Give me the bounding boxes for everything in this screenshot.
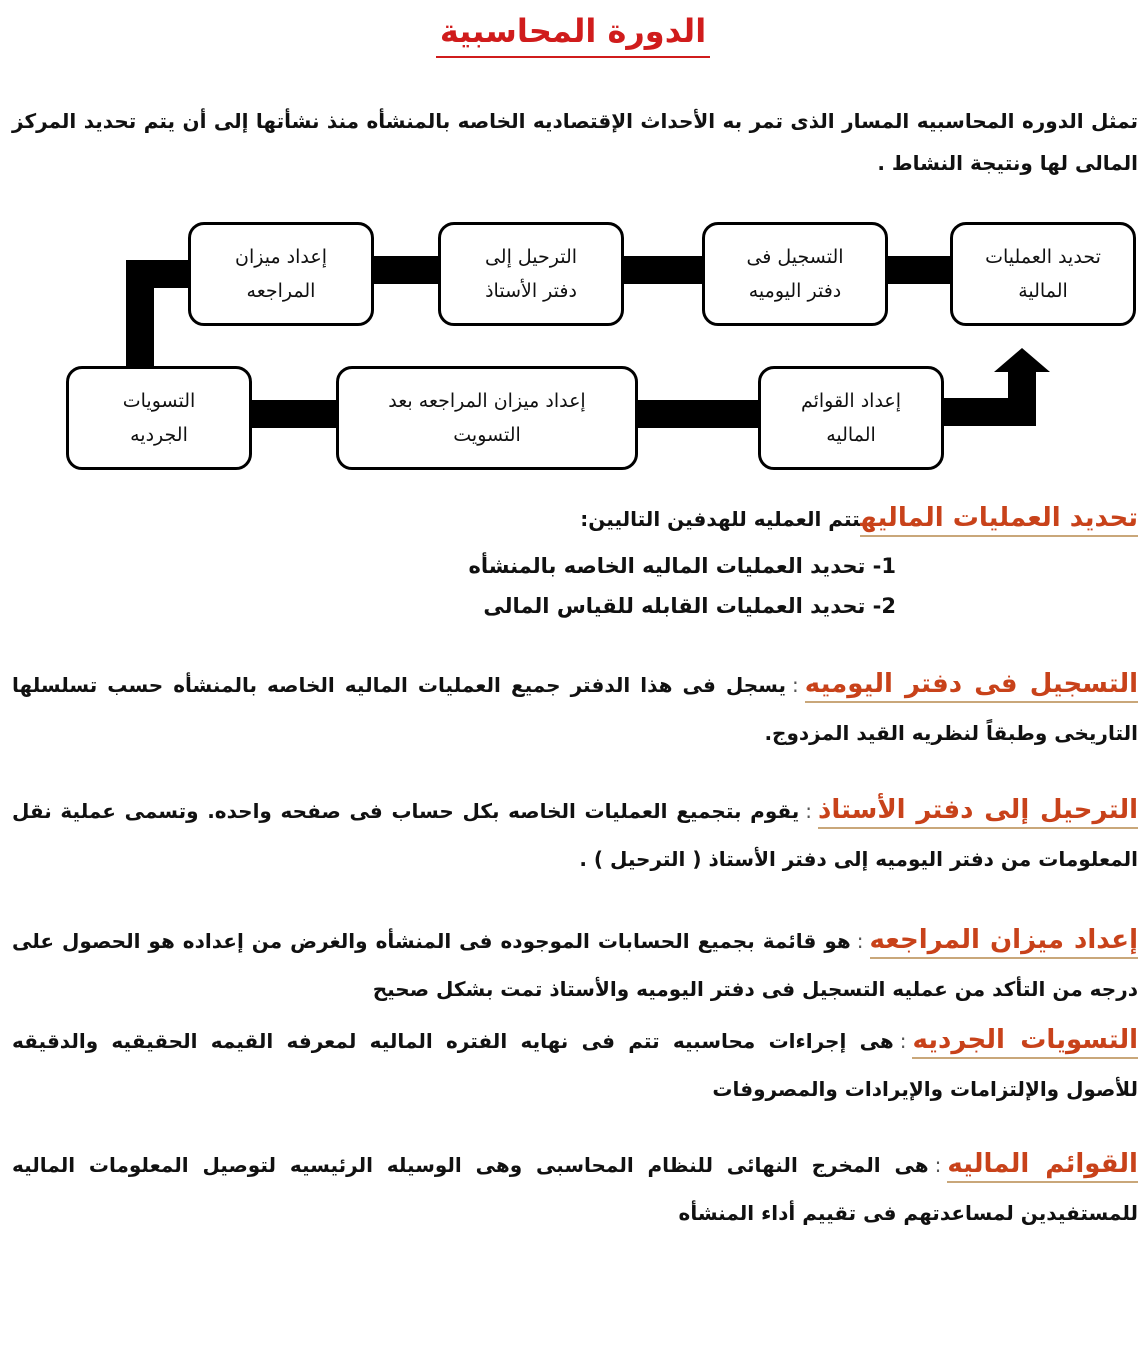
node-journal-entry: [702, 222, 888, 326]
node-line: الماليه: [826, 424, 876, 446]
node-line: التسويات: [122, 390, 196, 412]
accounting-cycle-diagram: [0, 200, 1146, 490]
section-ledger: [12, 786, 1138, 883]
section-financial-statements: [12, 1140, 1138, 1237]
node-line: التسويت: [453, 424, 521, 446]
section-body: يسجل فى هذا الدفتر جميع العمليات الماليه الخاصه بالمنشأه حسب تسلسلها التاريخى وطبقاً لنظريه القيد المزدوج.: [12, 673, 1138, 745]
node-line: الترحيل إلى: [484, 246, 578, 268]
connector-top-2: [622, 256, 706, 284]
node-line: الجرديه: [130, 424, 188, 446]
list-item: 1- تحديد العمليات الماليه الخاصه بالمنشأه: [468, 554, 896, 578]
section-adjustments: [12, 1016, 1138, 1113]
page-title: [0, 12, 1146, 58]
section-journal: [12, 660, 1138, 757]
node-posting-ledger: [438, 222, 624, 326]
separator: :: [934, 1153, 942, 1177]
section-heading: إعداد ميزان المراجعه: [870, 925, 1138, 959]
connector-bottom-1: [248, 400, 340, 428]
node-trial-balance: [188, 222, 374, 326]
section-body: هو قائمة بجميع الحسابات الموجوده فى المنشأه والغرض من إعداده هو الحصول على درجه من التأكد من عمليه التسجيل فى دفتر اليوميه والأستاذ تمت بشكل صحيح: [12, 929, 1138, 1001]
page-title-text: الدورة المحاسبية: [436, 12, 710, 58]
separator: :: [792, 673, 799, 697]
node-identify-transactions: [950, 222, 1136, 326]
separator: :: [856, 929, 864, 953]
node-line: دفتر الأستاذ: [485, 280, 577, 302]
node-line: إعداد القوائم: [800, 390, 902, 412]
section-heading: الترحيل إلى دفتر الأستاذ: [818, 795, 1138, 829]
section-body: يقوم بتجميع العمليات الخاصه بكل حساب فى صفحه واحده. وتسمى عملية نقل المعلومات من دفتر اليوميه إلى دفتر الأستاذ ( الترحيل ) .: [12, 799, 1138, 871]
section-identify-transactions: [12, 494, 1138, 543]
section-heading: القوائم الماليه: [947, 1149, 1138, 1183]
connector-bottom-2: [634, 400, 762, 428]
node-adjusted-trial-balance: [336, 366, 638, 470]
separator: :: [899, 1029, 907, 1053]
node-line: المراجعه: [246, 280, 316, 302]
node-line: التسجيل فى: [746, 246, 844, 268]
node-line: إعداد ميزان: [235, 246, 327, 268]
section-body: هى المخرج النهائى للنظام المحاسبى وهى الوسيله الرئيسيه لتوصيل المعلومات الماليه للمستفيدين لمساعدتهم فى تقييم أداء المنشأه: [12, 1153, 1138, 1225]
section-body: هى إجراءات محاسبيه تتم فى نهايه الفتره الماليه لمعرفه القيمه الحقيقيه والدقيقه للأصول والإلتزامات والإيرادات والمصروفات: [12, 1029, 1138, 1101]
section-heading: التسجيل فى دفتر اليوميه: [805, 669, 1138, 703]
node-line: تحديد العمليات: [985, 246, 1101, 268]
section-heading: التسويات الجرديه: [912, 1025, 1138, 1059]
section-heading: تحديد العمليات الماليه: [860, 503, 1138, 537]
node-financial-statements: [758, 366, 944, 470]
connector-right-vertical: [1008, 366, 1036, 426]
intro-paragraph: تمثل الدوره المحاسبيه المسار الذى تمر به الأحداث الإقتصاديه الخاصه بالمنشأه منذ نشأتها إلى أن يتم تحديد المركز المالى لها ونتيجة النشاط .: [12, 109, 1138, 175]
connector-left-vertical: [126, 260, 154, 370]
connector-top-3: [370, 256, 442, 284]
separator: :: [805, 799, 813, 823]
node-line: إعداد ميزان المراجعه بعد: [388, 390, 586, 412]
connector-top-1: [886, 256, 954, 284]
node-line: المالية: [1018, 280, 1068, 302]
arrow-up-icon: [992, 348, 1052, 372]
node-adjustments: [66, 366, 252, 470]
list-item: 2- تحديد العمليات القابله للقياس المالى: [483, 594, 896, 618]
section-trial-balance: [12, 916, 1138, 1013]
node-line: دفتر اليوميه: [748, 280, 842, 302]
section-body: تتم العمليه للهدفين التاليين:: [580, 507, 861, 531]
